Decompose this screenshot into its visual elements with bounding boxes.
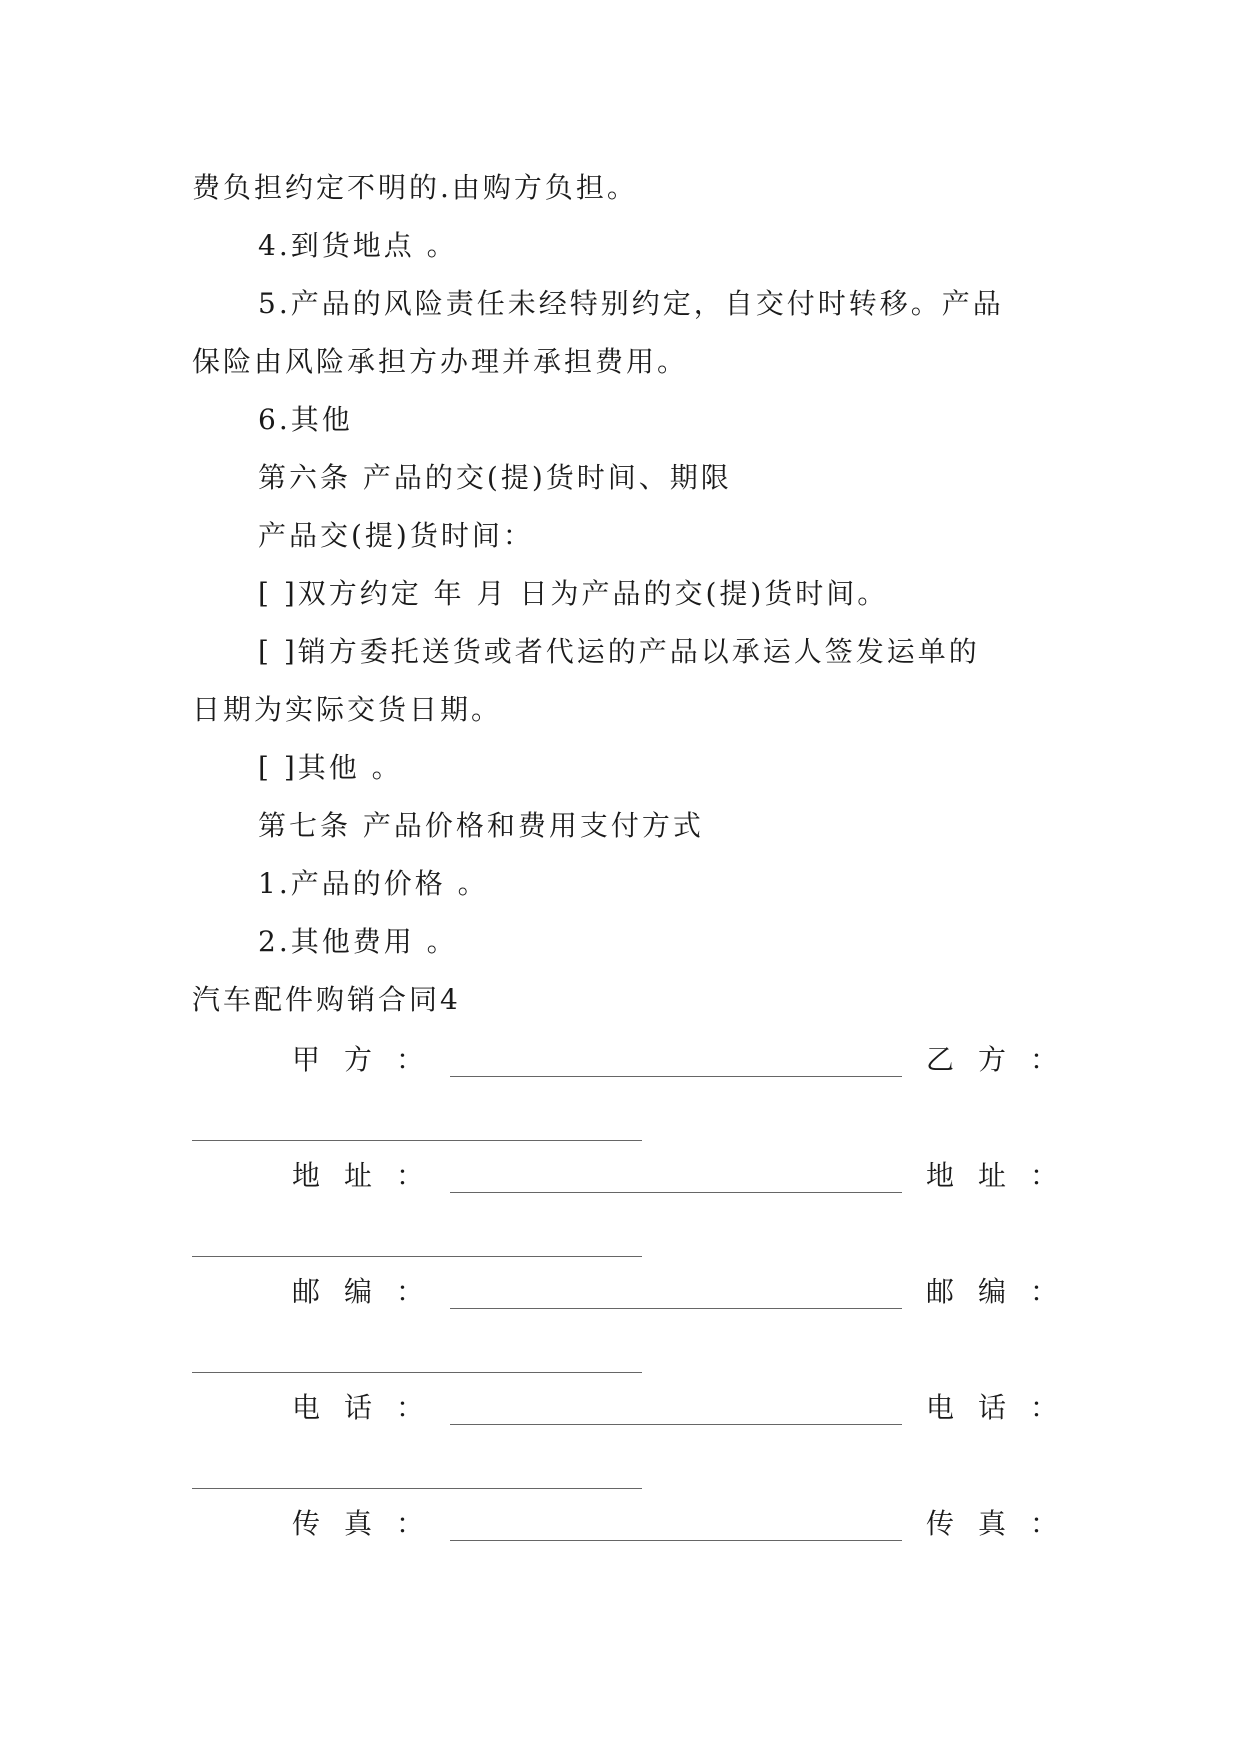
paragraph-line-2: 4.到货地点 。 [258,229,458,262]
blank-line-address-a [450,1192,902,1193]
field-label-phone-b: 电话： [926,1391,1083,1424]
section-heading-7: 第七条 产品价格和费用支付方式 [258,809,704,842]
blank-line-postcode-a [450,1308,902,1309]
blank-line-address-b [192,1256,642,1257]
section-heading-6: 第六条 产品的交(提)货时间、期限 [258,461,732,494]
paragraph-line-7: 产品交(提)货时间： [258,519,534,552]
paragraph-line-3: 5.产品的风险责任未经特别约定，自交付时转移。产品 [258,287,1004,320]
paragraph-line-13: 1.产品的价格 。 [258,867,489,900]
blank-line-phone-a [450,1424,902,1425]
blank-line-phone-b [192,1488,642,1489]
paragraph-line-5: 6.其他 [258,403,353,436]
blank-line-fax-a [450,1540,902,1541]
paragraph-line-10: 日期为实际交货日期。 [192,693,503,726]
paragraph-line-4: 保险由风险承担方办理并承担费用。 [192,345,689,378]
blank-line-postcode-b [192,1372,642,1373]
field-label-phone-a: 电话： [292,1391,449,1424]
paragraph-line-14: 2.其他费用 。 [258,925,458,958]
field-label-party-b: 乙方： [926,1043,1083,1076]
field-label-fax-a: 传真： [292,1507,449,1540]
field-row-party [0,1040,1241,1160]
field-row-postcode [0,1272,1241,1392]
checkbox-option-1: [ ]双方约定 年 月 日为产品的交(提)货时间。 [258,577,889,610]
blank-line-party-b [192,1140,642,1141]
field-row-fax [0,1504,1241,1624]
field-label-address-b: 地址： [926,1159,1083,1192]
field-label-postcode-b: 邮编： [926,1275,1083,1308]
field-label-postcode-a: 邮编： [292,1275,449,1308]
field-label-party-a: 甲方： [292,1043,449,1076]
contract-title: 汽车配件购销合同4 [192,983,461,1016]
paragraph-line-1: 费负担约定不明的.由购方负担。 [192,171,638,204]
checkbox-option-3: [ ]其他 。 [258,751,403,784]
field-label-fax-b: 传真： [926,1507,1083,1540]
field-label-address-a: 地址： [292,1159,449,1192]
field-row-address [0,1156,1241,1276]
field-row-phone [0,1388,1241,1508]
checkbox-option-2: [ ]销方委托送货或者代运的产品以承运人签发运单的 [258,635,980,668]
blank-line-party-a [450,1076,902,1077]
